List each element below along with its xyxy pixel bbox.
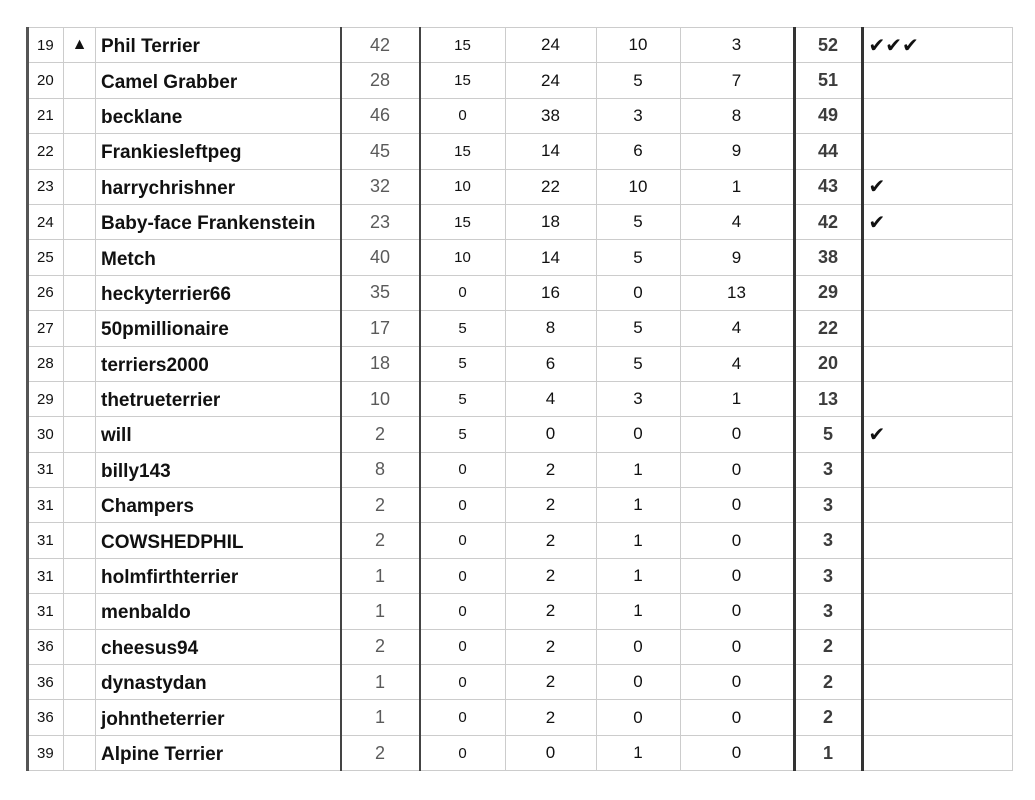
movement-arrow-icon xyxy=(64,488,96,523)
score-col-4: 1 xyxy=(596,523,680,558)
score-col-1: 17 xyxy=(341,311,420,346)
checkmark-icons xyxy=(862,63,1012,98)
score-col-5: 0 xyxy=(680,558,794,593)
checkmark-icons xyxy=(862,594,1012,629)
score-col-3: 0 xyxy=(505,417,596,452)
player-name[interactable]: cheesus94 xyxy=(96,629,341,664)
table-row[interactable] xyxy=(28,594,1013,629)
movement-arrow-icon xyxy=(64,134,96,169)
score-col-4: 3 xyxy=(596,98,680,133)
player-name[interactable]: Alpine Terrier xyxy=(96,735,341,770)
table-row[interactable] xyxy=(28,488,1013,523)
position-cell: 31 xyxy=(28,558,64,593)
score-col-3: 2 xyxy=(505,523,596,558)
score-col-1: 2 xyxy=(341,523,420,558)
table-row[interactable] xyxy=(28,169,1013,204)
score-col-5: 8 xyxy=(680,98,794,133)
score-col-2: 0 xyxy=(420,735,506,770)
player-name[interactable]: Champers xyxy=(96,488,341,523)
total-points: 5 xyxy=(794,417,862,452)
score-col-4: 1 xyxy=(596,452,680,487)
total-points: 1 xyxy=(794,735,862,770)
player-name[interactable]: 50pmillionaire xyxy=(96,311,341,346)
score-col-3: 2 xyxy=(505,629,596,664)
score-col-4: 1 xyxy=(596,594,680,629)
score-col-3: 2 xyxy=(505,594,596,629)
player-name[interactable]: heckyterrier66 xyxy=(96,275,341,310)
score-col-1: 2 xyxy=(341,735,420,770)
position-cell: 22 xyxy=(28,134,64,169)
movement-arrow-icon: ▲ xyxy=(64,28,96,63)
score-col-3: 2 xyxy=(505,700,596,735)
position-cell: 21 xyxy=(28,98,64,133)
total-points: 3 xyxy=(794,488,862,523)
position-cell: 27 xyxy=(28,311,64,346)
score-col-3: 6 xyxy=(505,346,596,381)
total-points: 2 xyxy=(794,700,862,735)
total-points: 20 xyxy=(794,346,862,381)
movement-arrow-icon xyxy=(64,417,96,452)
score-col-5: 0 xyxy=(680,488,794,523)
score-col-1: 1 xyxy=(341,665,420,700)
total-points: 42 xyxy=(794,204,862,239)
score-col-1: 46 xyxy=(341,98,420,133)
position-cell: 36 xyxy=(28,665,64,700)
player-name[interactable]: thetrueterrier xyxy=(96,381,341,416)
score-col-1: 40 xyxy=(341,240,420,275)
table-row[interactable] xyxy=(28,346,1013,381)
movement-arrow-icon xyxy=(64,311,96,346)
position-cell: 36 xyxy=(28,700,64,735)
position-cell: 31 xyxy=(28,594,64,629)
score-col-1: 32 xyxy=(341,169,420,204)
total-points: 3 xyxy=(794,594,862,629)
total-points: 3 xyxy=(794,452,862,487)
league-table xyxy=(26,27,1013,771)
player-name[interactable]: Frankiesleftpeg xyxy=(96,134,341,169)
score-col-2: 10 xyxy=(420,169,506,204)
league-table-body xyxy=(28,28,1013,771)
score-col-1: 18 xyxy=(341,346,420,381)
score-col-2: 15 xyxy=(420,28,506,63)
score-col-5: 7 xyxy=(680,63,794,98)
score-col-4: 1 xyxy=(596,488,680,523)
table-row[interactable] xyxy=(28,63,1013,98)
score-col-4: 6 xyxy=(596,134,680,169)
movement-arrow-icon xyxy=(64,665,96,700)
score-col-3: 38 xyxy=(505,98,596,133)
total-points: 52 xyxy=(794,28,862,63)
movement-arrow-icon xyxy=(64,63,96,98)
score-col-5: 1 xyxy=(680,169,794,204)
movement-arrow-icon xyxy=(64,204,96,239)
score-col-4: 1 xyxy=(596,558,680,593)
table-row[interactable] xyxy=(28,523,1013,558)
position-cell: 19 xyxy=(28,28,64,63)
score-col-4: 3 xyxy=(596,381,680,416)
movement-arrow-icon xyxy=(64,169,96,204)
score-col-5: 0 xyxy=(680,665,794,700)
score-col-3: 22 xyxy=(505,169,596,204)
checkmark-icons xyxy=(862,558,1012,593)
position-cell: 30 xyxy=(28,417,64,452)
table-row[interactable] xyxy=(28,452,1013,487)
score-col-2: 5 xyxy=(420,346,506,381)
movement-arrow-icon xyxy=(64,452,96,487)
player-name[interactable]: terriers2000 xyxy=(96,346,341,381)
score-col-4: 5 xyxy=(596,240,680,275)
score-col-1: 8 xyxy=(341,452,420,487)
total-points: 3 xyxy=(794,523,862,558)
movement-arrow-icon xyxy=(64,735,96,770)
checkmark-icons xyxy=(862,346,1012,381)
score-col-1: 45 xyxy=(341,134,420,169)
score-col-5: 0 xyxy=(680,629,794,664)
score-col-1: 1 xyxy=(341,594,420,629)
position-cell: 25 xyxy=(28,240,64,275)
score-col-4: 5 xyxy=(596,311,680,346)
checkmark-icons xyxy=(862,523,1012,558)
player-name[interactable]: will xyxy=(96,417,341,452)
score-col-5: 3 xyxy=(680,28,794,63)
total-points: 38 xyxy=(794,240,862,275)
total-points: 43 xyxy=(794,169,862,204)
score-col-2: 0 xyxy=(420,629,506,664)
score-col-3: 8 xyxy=(505,311,596,346)
player-name[interactable]: Camel Grabber xyxy=(96,63,341,98)
score-col-4: 0 xyxy=(596,417,680,452)
score-col-3: 2 xyxy=(505,665,596,700)
checkmark-icons: ✔ xyxy=(862,204,1012,239)
total-points: 2 xyxy=(794,629,862,664)
player-name[interactable]: harrychrishner xyxy=(96,169,341,204)
checkmark-icons xyxy=(862,311,1012,346)
movement-arrow-icon xyxy=(64,346,96,381)
player-name[interactable]: becklane xyxy=(96,98,341,133)
table-row[interactable] xyxy=(28,700,1013,735)
player-name[interactable]: dynastydan xyxy=(96,665,341,700)
total-points: 13 xyxy=(794,381,862,416)
position-cell: 24 xyxy=(28,204,64,239)
checkmark-icons: ✔ xyxy=(862,417,1012,452)
player-name[interactable]: menbaldo xyxy=(96,594,341,629)
score-col-5: 0 xyxy=(680,523,794,558)
score-col-3: 2 xyxy=(505,452,596,487)
checkmark-icons: ✔ xyxy=(862,169,1012,204)
movement-arrow-icon xyxy=(64,275,96,310)
position-cell: 39 xyxy=(28,735,64,770)
score-col-2: 15 xyxy=(420,204,506,239)
score-col-5: 1 xyxy=(680,381,794,416)
score-col-1: 23 xyxy=(341,204,420,239)
score-col-1: 2 xyxy=(341,488,420,523)
score-col-3: 14 xyxy=(505,240,596,275)
table-row[interactable] xyxy=(28,204,1013,239)
player-name[interactable]: Baby-face Frankenstein xyxy=(96,204,341,239)
player-name[interactable]: billy143 xyxy=(96,452,341,487)
player-name[interactable]: Phil Terrier xyxy=(96,28,341,63)
total-points: 51 xyxy=(794,63,862,98)
score-col-1: 35 xyxy=(341,275,420,310)
total-points: 22 xyxy=(794,311,862,346)
table-row[interactable] xyxy=(28,134,1013,169)
score-col-4: 5 xyxy=(596,346,680,381)
checkmark-icons xyxy=(862,735,1012,770)
movement-arrow-icon xyxy=(64,381,96,416)
score-col-2: 0 xyxy=(420,700,506,735)
score-col-3: 4 xyxy=(505,381,596,416)
table-row[interactable] xyxy=(28,629,1013,664)
score-col-1: 1 xyxy=(341,558,420,593)
position-cell: 31 xyxy=(28,523,64,558)
checkmark-icons xyxy=(862,381,1012,416)
movement-arrow-icon xyxy=(64,558,96,593)
score-col-3: 18 xyxy=(505,204,596,239)
score-col-2: 0 xyxy=(420,558,506,593)
score-col-3: 24 xyxy=(505,63,596,98)
score-col-2: 5 xyxy=(420,417,506,452)
player-name[interactable]: COWSHEDPHIL xyxy=(96,523,341,558)
position-cell: 36 xyxy=(28,629,64,664)
movement-arrow-icon xyxy=(64,594,96,629)
total-points: 44 xyxy=(794,134,862,169)
position-cell: 26 xyxy=(28,275,64,310)
movement-arrow-icon xyxy=(64,700,96,735)
score-col-2: 0 xyxy=(420,275,506,310)
position-cell: 31 xyxy=(28,488,64,523)
movement-arrow-icon xyxy=(64,240,96,275)
score-col-5: 0 xyxy=(680,417,794,452)
position-cell: 23 xyxy=(28,169,64,204)
movement-arrow-icon xyxy=(64,523,96,558)
score-col-1: 42 xyxy=(341,28,420,63)
checkmark-icons xyxy=(862,240,1012,275)
movement-arrow-icon xyxy=(64,629,96,664)
score-col-2: 0 xyxy=(420,594,506,629)
score-col-1: 1 xyxy=(341,700,420,735)
score-col-2: 15 xyxy=(420,63,506,98)
score-col-3: 14 xyxy=(505,134,596,169)
checkmark-icons xyxy=(862,700,1012,735)
player-name[interactable]: Metch xyxy=(96,240,341,275)
checkmark-icons xyxy=(862,98,1012,133)
score-col-5: 9 xyxy=(680,240,794,275)
score-col-4: 1 xyxy=(596,735,680,770)
table-row[interactable] xyxy=(28,275,1013,310)
score-col-4: 0 xyxy=(596,629,680,664)
position-cell: 20 xyxy=(28,63,64,98)
score-col-3: 24 xyxy=(505,28,596,63)
score-col-2: 5 xyxy=(420,311,506,346)
score-col-5: 0 xyxy=(680,700,794,735)
score-col-1: 28 xyxy=(341,63,420,98)
score-col-5: 4 xyxy=(680,311,794,346)
score-col-1: 2 xyxy=(341,629,420,664)
table-row[interactable] xyxy=(28,28,1013,63)
score-col-2: 15 xyxy=(420,134,506,169)
score-col-4: 5 xyxy=(596,204,680,239)
score-col-4: 0 xyxy=(596,700,680,735)
score-col-2: 5 xyxy=(420,381,506,416)
table-row[interactable] xyxy=(28,417,1013,452)
movement-arrow-icon xyxy=(64,98,96,133)
score-col-1: 10 xyxy=(341,381,420,416)
table-row[interactable] xyxy=(28,558,1013,593)
checkmark-icons xyxy=(862,665,1012,700)
score-col-2: 0 xyxy=(420,98,506,133)
score-col-1: 2 xyxy=(341,417,420,452)
table-row[interactable] xyxy=(28,665,1013,700)
position-cell: 29 xyxy=(28,381,64,416)
score-col-4: 5 xyxy=(596,63,680,98)
table-row[interactable] xyxy=(28,240,1013,275)
score-col-5: 0 xyxy=(680,452,794,487)
total-points: 2 xyxy=(794,665,862,700)
score-col-3: 0 xyxy=(505,735,596,770)
checkmark-icons xyxy=(862,629,1012,664)
checkmark-icons xyxy=(862,452,1012,487)
checkmark-icons xyxy=(862,134,1012,169)
score-col-3: 16 xyxy=(505,275,596,310)
score-col-4: 10 xyxy=(596,28,680,63)
score-col-3: 2 xyxy=(505,558,596,593)
position-cell: 28 xyxy=(28,346,64,381)
score-col-5: 0 xyxy=(680,594,794,629)
table-row[interactable] xyxy=(28,98,1013,133)
checkmark-icons xyxy=(862,275,1012,310)
checkmark-icons: ✔✔✔ xyxy=(862,28,1012,63)
score-col-2: 0 xyxy=(420,665,506,700)
player-name[interactable]: johntheterrier xyxy=(96,700,341,735)
score-col-5: 9 xyxy=(680,134,794,169)
score-col-2: 0 xyxy=(420,523,506,558)
checkmark-icons xyxy=(862,488,1012,523)
table-row[interactable] xyxy=(28,381,1013,416)
total-points: 49 xyxy=(794,98,862,133)
score-col-4: 0 xyxy=(596,275,680,310)
score-col-2: 0 xyxy=(420,488,506,523)
score-col-2: 0 xyxy=(420,452,506,487)
score-col-4: 10 xyxy=(596,169,680,204)
score-col-5: 0 xyxy=(680,735,794,770)
score-col-2: 10 xyxy=(420,240,506,275)
player-name[interactable]: holmfirthterrier xyxy=(96,558,341,593)
score-col-4: 0 xyxy=(596,665,680,700)
table-row[interactable] xyxy=(28,735,1013,770)
total-points: 3 xyxy=(794,558,862,593)
total-points: 29 xyxy=(794,275,862,310)
score-col-5: 4 xyxy=(680,204,794,239)
score-col-5: 4 xyxy=(680,346,794,381)
table-row[interactable] xyxy=(28,311,1013,346)
score-col-3: 2 xyxy=(505,488,596,523)
position-cell: 31 xyxy=(28,452,64,487)
score-col-5: 13 xyxy=(680,275,794,310)
